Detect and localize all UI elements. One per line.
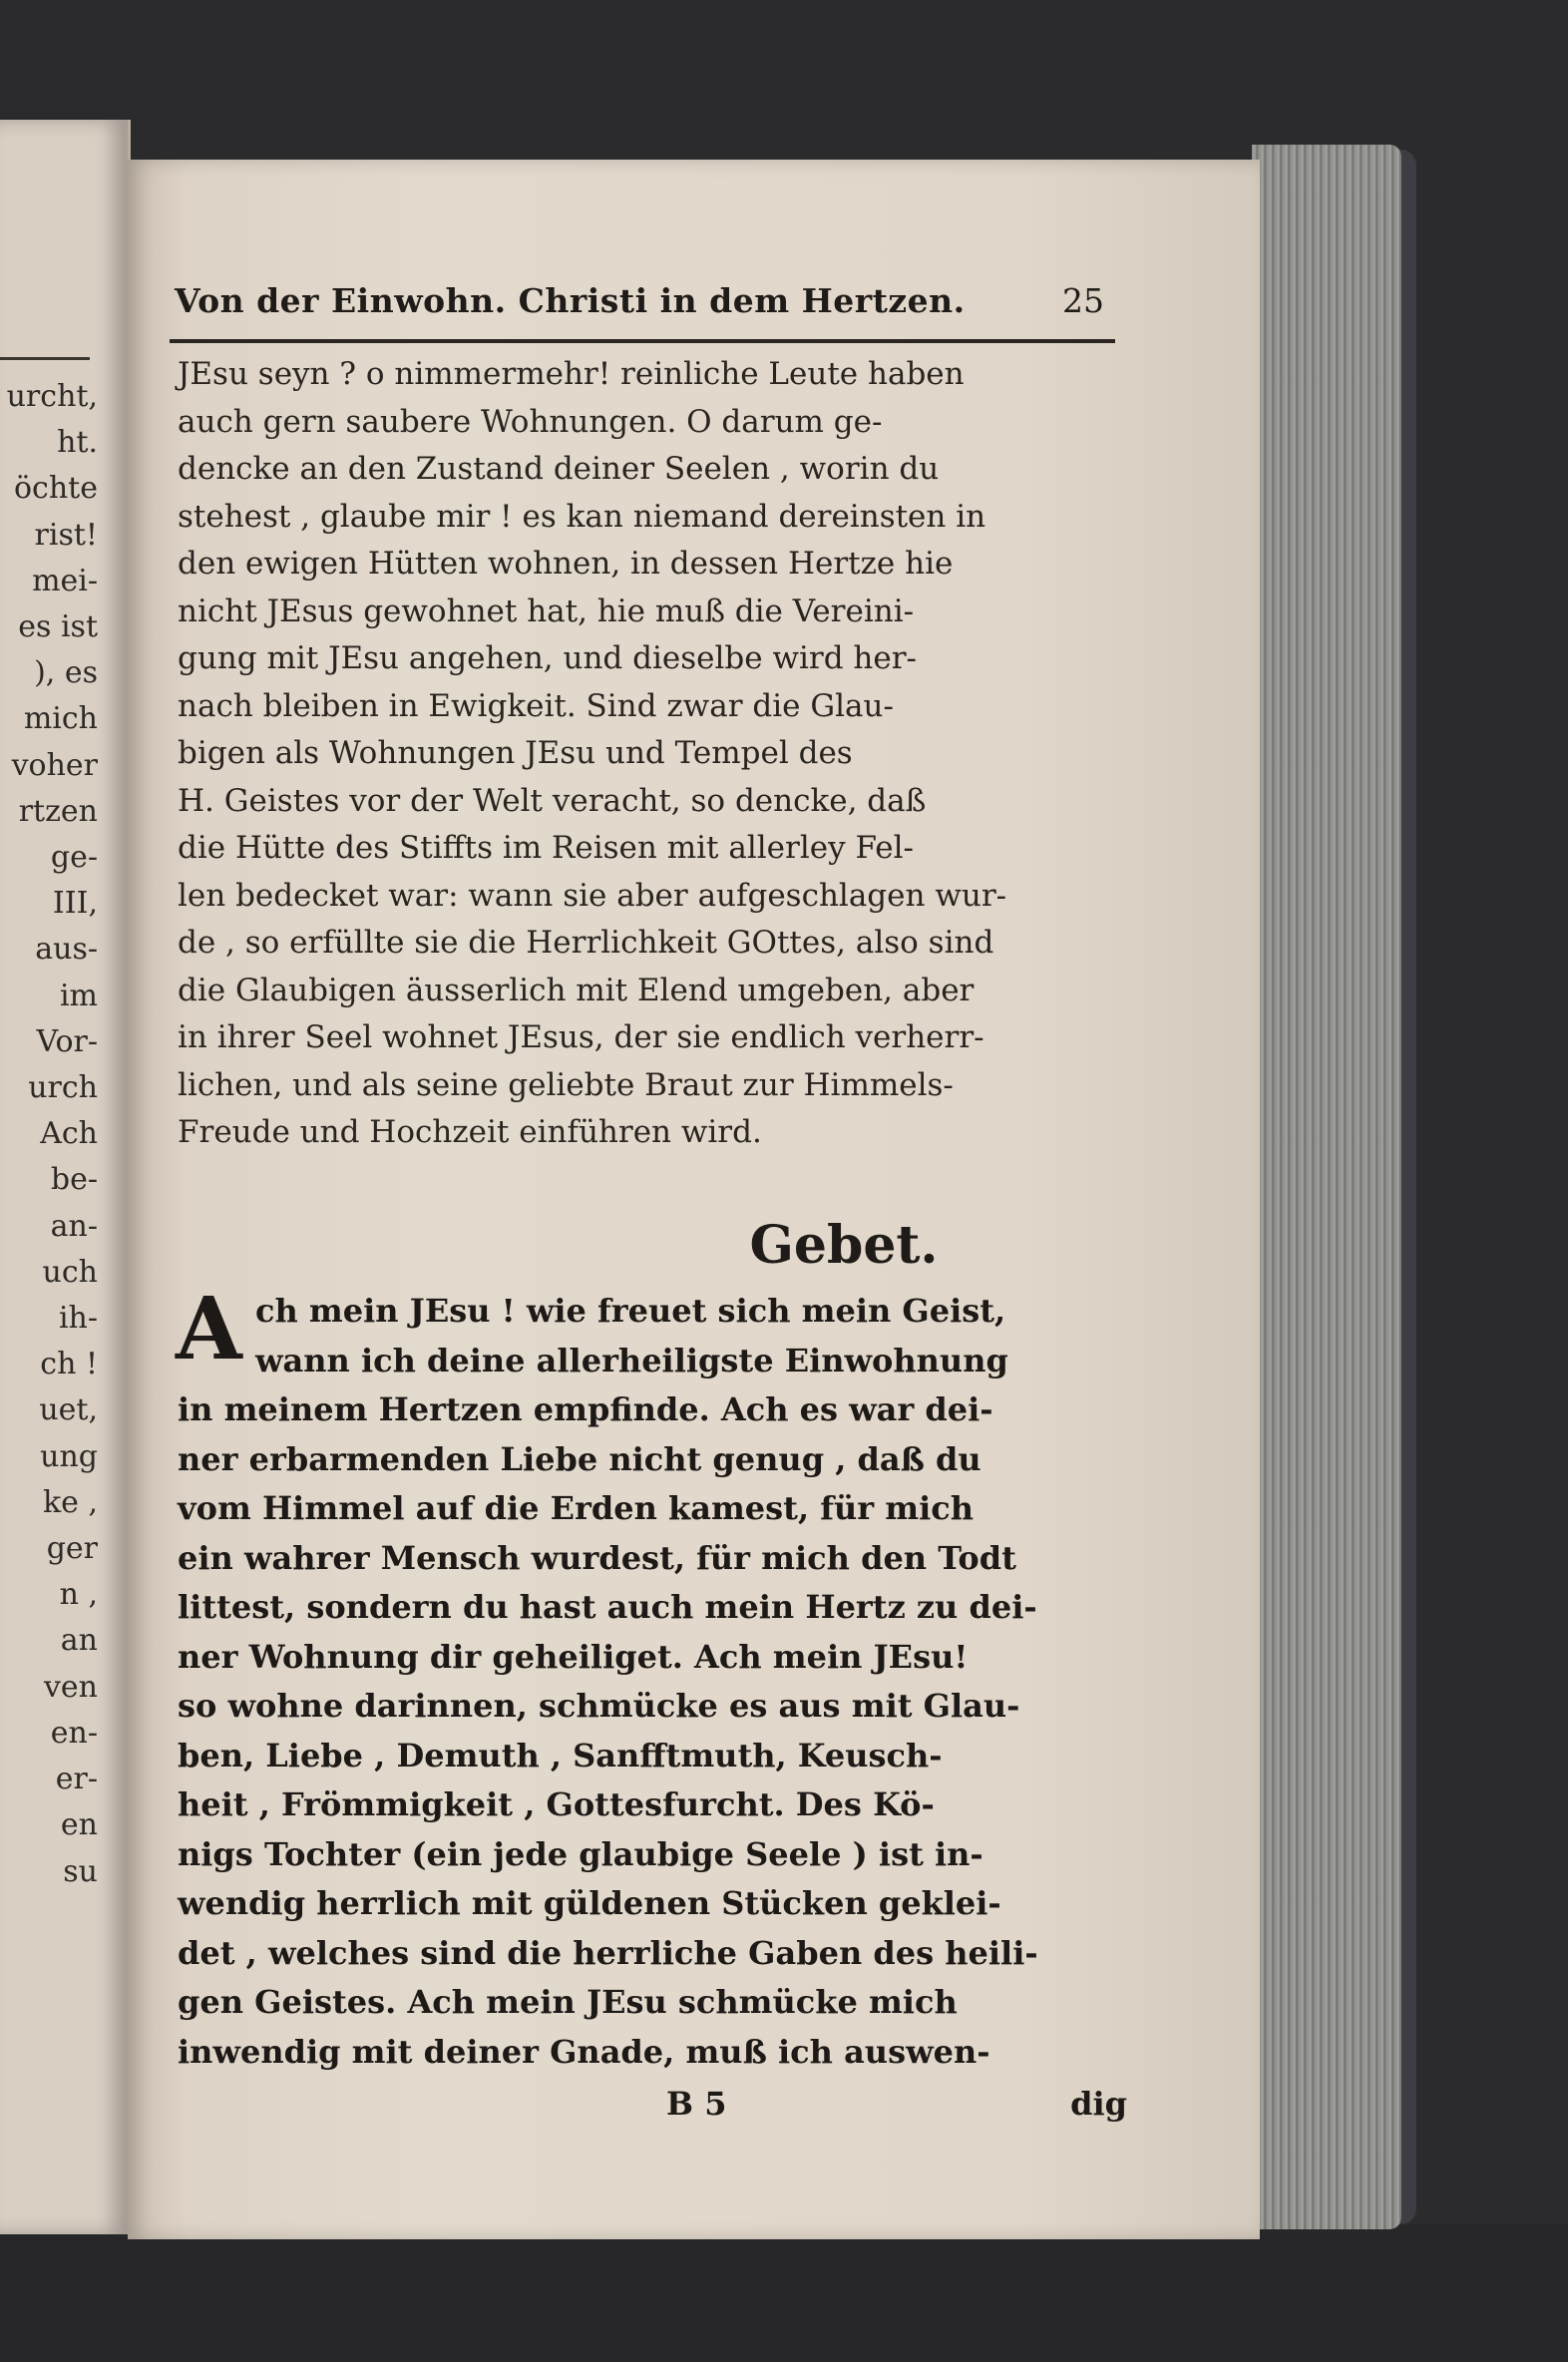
left-fragment: ge- [50,840,98,876]
text-line: lichen, und als seine geliebte Braut zur Himmels- [178,1066,954,1103]
left-fragment: uch [42,1254,98,1290]
left-fragment: Vor- [36,1023,98,1059]
left-fragment: aus- [35,932,98,968]
prayer-line: ner Wohnung dir geheiliget. Ach mein JEsu! [178,1637,969,1676]
text-line: die Hütte des Stiffts im Reisen mit allerley Fel- [178,830,914,866]
prayer-line: wann ich deine allerheiligste Einwohnung [255,1341,1008,1379]
prayer-line: ner erbarmenden Liebe nicht genug , daß du [178,1439,981,1478]
text-line: bigen als Wohnungen JEsu und Tempel des [178,735,853,771]
text-line: JEsu seyn ? o nimmermehr! reinliche Leute haben [178,356,965,392]
page-edges [1252,145,1401,2229]
left-fragment: III, [52,886,98,922]
text-line: den ewigen Hütten wohnen, in dessen Hertze hie [178,546,954,582]
left-page-rule [0,357,90,360]
text-line: de , so erfüllte sie die Herrlichkeit GOttes, also sind [178,925,994,961]
left-fragment: su [63,1853,98,1889]
left-fragment: en [60,1807,98,1843]
background-top [0,0,1568,140]
header-rule [170,339,1115,343]
section-heading [0,1215,1568,1276]
prayer-line: in meinem Hertzen empfinde. Ach es war dei- [178,1390,993,1428]
prayer-line: inwendig mit deiner Gnade, muß ich auswen- [178,2032,990,2071]
text-line: nicht JEsus gewohnet hat, hie muß die Vereini- [178,592,915,629]
left-page-fragments [7,374,98,1895]
text-line: die Glaubigen äusserlich mit Elend umgeben, aber [178,972,975,1008]
prayer-line: ch mein JEsu ! wie freuet sich mein Geist, [255,1292,1006,1330]
page-number: 25 [1062,281,1104,320]
left-fragment: ger [46,1531,98,1567]
running-header [175,281,1112,320]
left-fragment: an [60,1623,98,1659]
body-paragraph [178,351,1135,1157]
prayer-line: littest, sondern du hast auch mein Hertz zu dei- [178,1588,1037,1626]
left-fragment: ), es [34,655,98,691]
text-line: Freude und Hochzeit einführen wird. [178,1114,762,1150]
left-fragment: ke , [42,1484,98,1520]
left-fragment: ung [40,1438,98,1474]
text-line: auch gern saubere Wohnungen. O darum ge- [178,403,883,440]
left-fragment: n , [59,1577,98,1613]
catchword: dig [1070,2085,1127,2123]
left-fragment: uet, [39,1392,98,1428]
drop-cap: A [176,1279,242,1379]
text-line: in ihrer Seel wohnet JEsus, der sie endlich verherr- [178,1019,984,1055]
left-fragment: ven [43,1669,98,1705]
left-fragment: ih- [58,1301,98,1337]
left-fragment: Ach [40,1116,98,1152]
left-fragment: rist! [34,517,98,553]
left-fragment: en- [50,1715,98,1751]
left-fragment: urch [28,1070,98,1106]
left-fragment: es ist [18,609,98,645]
left-fragment: ht. [57,425,98,461]
left-fragment: rtzen [18,793,98,829]
prayer-line: wendig herrlich mit güldenen Stücken geklei- [178,1884,1001,1922]
left-fragment: mei- [32,563,98,598]
left-fragment: öchte [14,471,98,507]
prayer-line: heit , Frömmigkeit , Gottesfurcht. Des Kö- [178,1785,935,1823]
text-line: nach bleiben in Ewigkeit. Sind zwar die Glau- [178,687,894,724]
left-fragment: an- [50,1208,98,1244]
text-line: gung mit JEsu angehen, und dieselbe wird her- [178,640,918,676]
left-fragment: ch ! [40,1347,98,1382]
prayer-line: ein wahrer Mensch wurdest, für mich den Todt [178,1538,1016,1577]
left-fragment: be- [50,1162,98,1198]
prayer-line: so wohne darinnen, schmücke es aus mit Glau- [178,1687,1020,1725]
left-fragment: er- [55,1762,98,1797]
running-title: Von der Einwohn. Christi in dem Hertzen. [175,281,966,320]
left-fragment: voher [11,747,98,783]
prayer-line: ben, Liebe , Demuth , Sanfftmuth, Keusch- [178,1736,943,1774]
prayer-paragraph [176,1279,1135,2077]
text-line: stehest , glaube mir ! es kan niemand dereinsten in [178,498,986,535]
prayer-line: nigs Tochter (ein jede glaubige Seele ) ist in- [178,1834,983,1873]
left-fragment: urcht, [6,379,98,414]
text-line: H. Geistes vor der Welt veracht, so dencke, daß [178,782,927,819]
left-fragment: mich [23,701,98,737]
prayer-line: det , welches sind die herrliche Gaben des heili- [178,1933,1038,1972]
page-footer [178,2085,1127,2135]
left-fragment: im [59,978,98,1013]
text-line: dencke an den Zustand deiner Seelen , worin du [178,451,940,487]
prayer-line: gen Geistes. Ach mein JEsu schmücke mich [178,1983,958,2021]
left-page [0,120,131,2234]
prayer-line: vom Himmel auf die Erden kamest, für mich [178,1489,975,1527]
heading-text: Gebet. [749,1215,939,1276]
signature-mark: B 5 [666,2085,727,2123]
background-bottom [0,2224,1568,2362]
text-line: len bedecket war: wann sie aber aufgeschlagen wur- [178,877,1007,914]
